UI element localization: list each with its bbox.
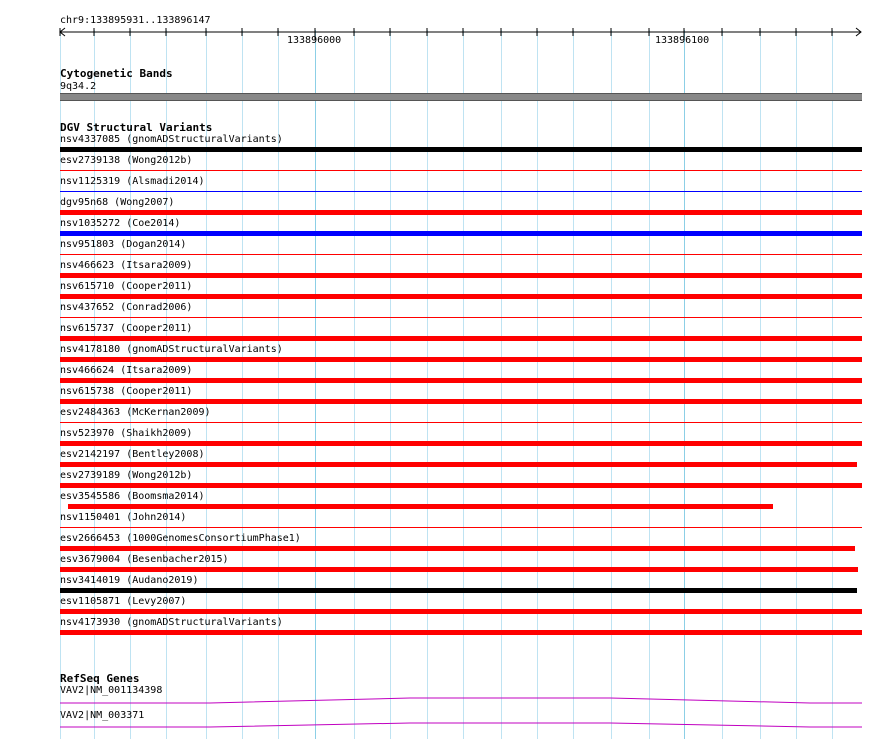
dgv-variant-label[interactable]: nsv3414019 (Audano2019) xyxy=(60,575,199,586)
dgv-variant-label[interactable]: nsv4337085 (gnomADStructuralVariants) xyxy=(60,134,283,145)
dgv-variant-label[interactable]: esv2739189 (Wong2012b) xyxy=(60,470,193,481)
dgv-variant-bar[interactable] xyxy=(60,546,855,551)
cytoband-bar[interactable] xyxy=(60,93,862,101)
dgv-variant-label[interactable]: dgv95n68 (Wong2007) xyxy=(60,197,175,208)
dgv-variant-bar[interactable] xyxy=(60,231,862,236)
cytoband-label: 9q34.2 xyxy=(60,81,97,92)
dgv-variant-label[interactable]: nsv615738 (Cooper2011) xyxy=(60,386,193,397)
dgv-variant-line[interactable] xyxy=(60,254,862,255)
dgv-variant-bar[interactable] xyxy=(60,273,862,278)
dgv-variant-bar[interactable] xyxy=(60,483,862,488)
dgv-variant-label[interactable]: nsv615737 (Cooper2011) xyxy=(60,323,193,334)
dgv-variant-label[interactable]: esv1105871 (Levy2007) xyxy=(60,596,187,607)
refseq-gene-model-1[interactable] xyxy=(60,695,862,707)
dgv-variant-label[interactable]: nsv1035272 (Coe2014) xyxy=(60,218,181,229)
dgv-variant-bar[interactable] xyxy=(68,504,773,509)
dgv-variant-label[interactable]: nsv951803 (Dogan2014) xyxy=(60,239,187,250)
ruler-label-major-1: 133896000 xyxy=(287,35,342,46)
dgv-variant-label[interactable]: esv2666453 (1000GenomesConsortiumPhase1) xyxy=(60,533,301,544)
dgv-variant-bar[interactable] xyxy=(60,294,862,299)
dgv-variant-line[interactable] xyxy=(60,527,862,528)
dgv-variant-line[interactable] xyxy=(60,170,862,171)
dgv-variant-bar[interactable] xyxy=(60,336,862,341)
dgv-variant-label[interactable]: nsv1125319 (Alsmadi2014) xyxy=(60,176,205,187)
dgv-variant-label[interactable]: nsv437652 (Conrad2006) xyxy=(60,302,193,313)
dgv-variant-line[interactable] xyxy=(60,191,862,192)
dgv-variant-label[interactable]: esv2739138 (Wong2012b) xyxy=(60,155,193,166)
dgv-variant-bar[interactable] xyxy=(60,357,862,362)
dgv-variant-line[interactable] xyxy=(60,422,862,423)
dgv-variant-line[interactable] xyxy=(60,317,862,318)
refseq-gene-model-2[interactable] xyxy=(60,719,862,731)
dgv-variant-label[interactable]: esv2142197 (Bentley2008) xyxy=(60,449,205,460)
dgv-variant-bar[interactable] xyxy=(60,147,862,152)
position-ruler[interactable] xyxy=(55,24,867,40)
cytoband-track-title: Cytogenetic Bands xyxy=(60,67,173,80)
locus-label: chr9:133895931..133896147 xyxy=(60,15,211,26)
dgv-variant-bar[interactable] xyxy=(60,588,857,593)
dgv-variant-label[interactable]: esv2484363 (McKernan2009) xyxy=(60,407,211,418)
dgv-variant-label[interactable]: nsv4173930 (gnomADStructuralVariants) xyxy=(60,617,283,628)
dgv-variant-bar[interactable] xyxy=(60,462,857,467)
dgv-variant-bar[interactable] xyxy=(60,399,862,404)
dgv-variant-bar[interactable] xyxy=(60,378,862,383)
refseq-track-title: RefSeq Genes xyxy=(60,672,140,685)
dgv-variant-bar[interactable] xyxy=(60,609,862,614)
dgv-variant-label[interactable]: esv3679004 (Besenbacher2015) xyxy=(60,554,229,565)
dgv-variant-bar[interactable] xyxy=(60,441,862,446)
dgv-variant-label[interactable]: nsv615710 (Cooper2011) xyxy=(60,281,193,292)
dgv-variant-label[interactable]: nsv466623 (Itsara2009) xyxy=(60,260,193,271)
dgv-variant-label[interactable]: esv3545586 (Boomsma2014) xyxy=(60,491,205,502)
ruler-label-major-2: 133896100 xyxy=(655,35,710,46)
dgv-variant-bar[interactable] xyxy=(60,567,858,572)
dgv-track-title: DGV Structural Variants xyxy=(60,121,213,134)
dgv-variant-bar[interactable] xyxy=(60,630,862,635)
dgv-variant-label[interactable]: nsv1150401 (John2014) xyxy=(60,512,187,523)
refseq-gene-label-2: VAV2|NM_003371 xyxy=(60,710,145,721)
dgv-variant-label[interactable]: nsv466624 (Itsara2009) xyxy=(60,365,193,376)
dgv-variant-bar[interactable] xyxy=(60,210,862,215)
dgv-variant-label[interactable]: nsv4178180 (gnomADStructuralVariants) xyxy=(60,344,283,355)
dgv-variant-label[interactable]: nsv523970 (Shaikh2009) xyxy=(60,428,193,439)
refseq-gene-label-1: VAV2|NM_001134398 xyxy=(60,685,163,696)
